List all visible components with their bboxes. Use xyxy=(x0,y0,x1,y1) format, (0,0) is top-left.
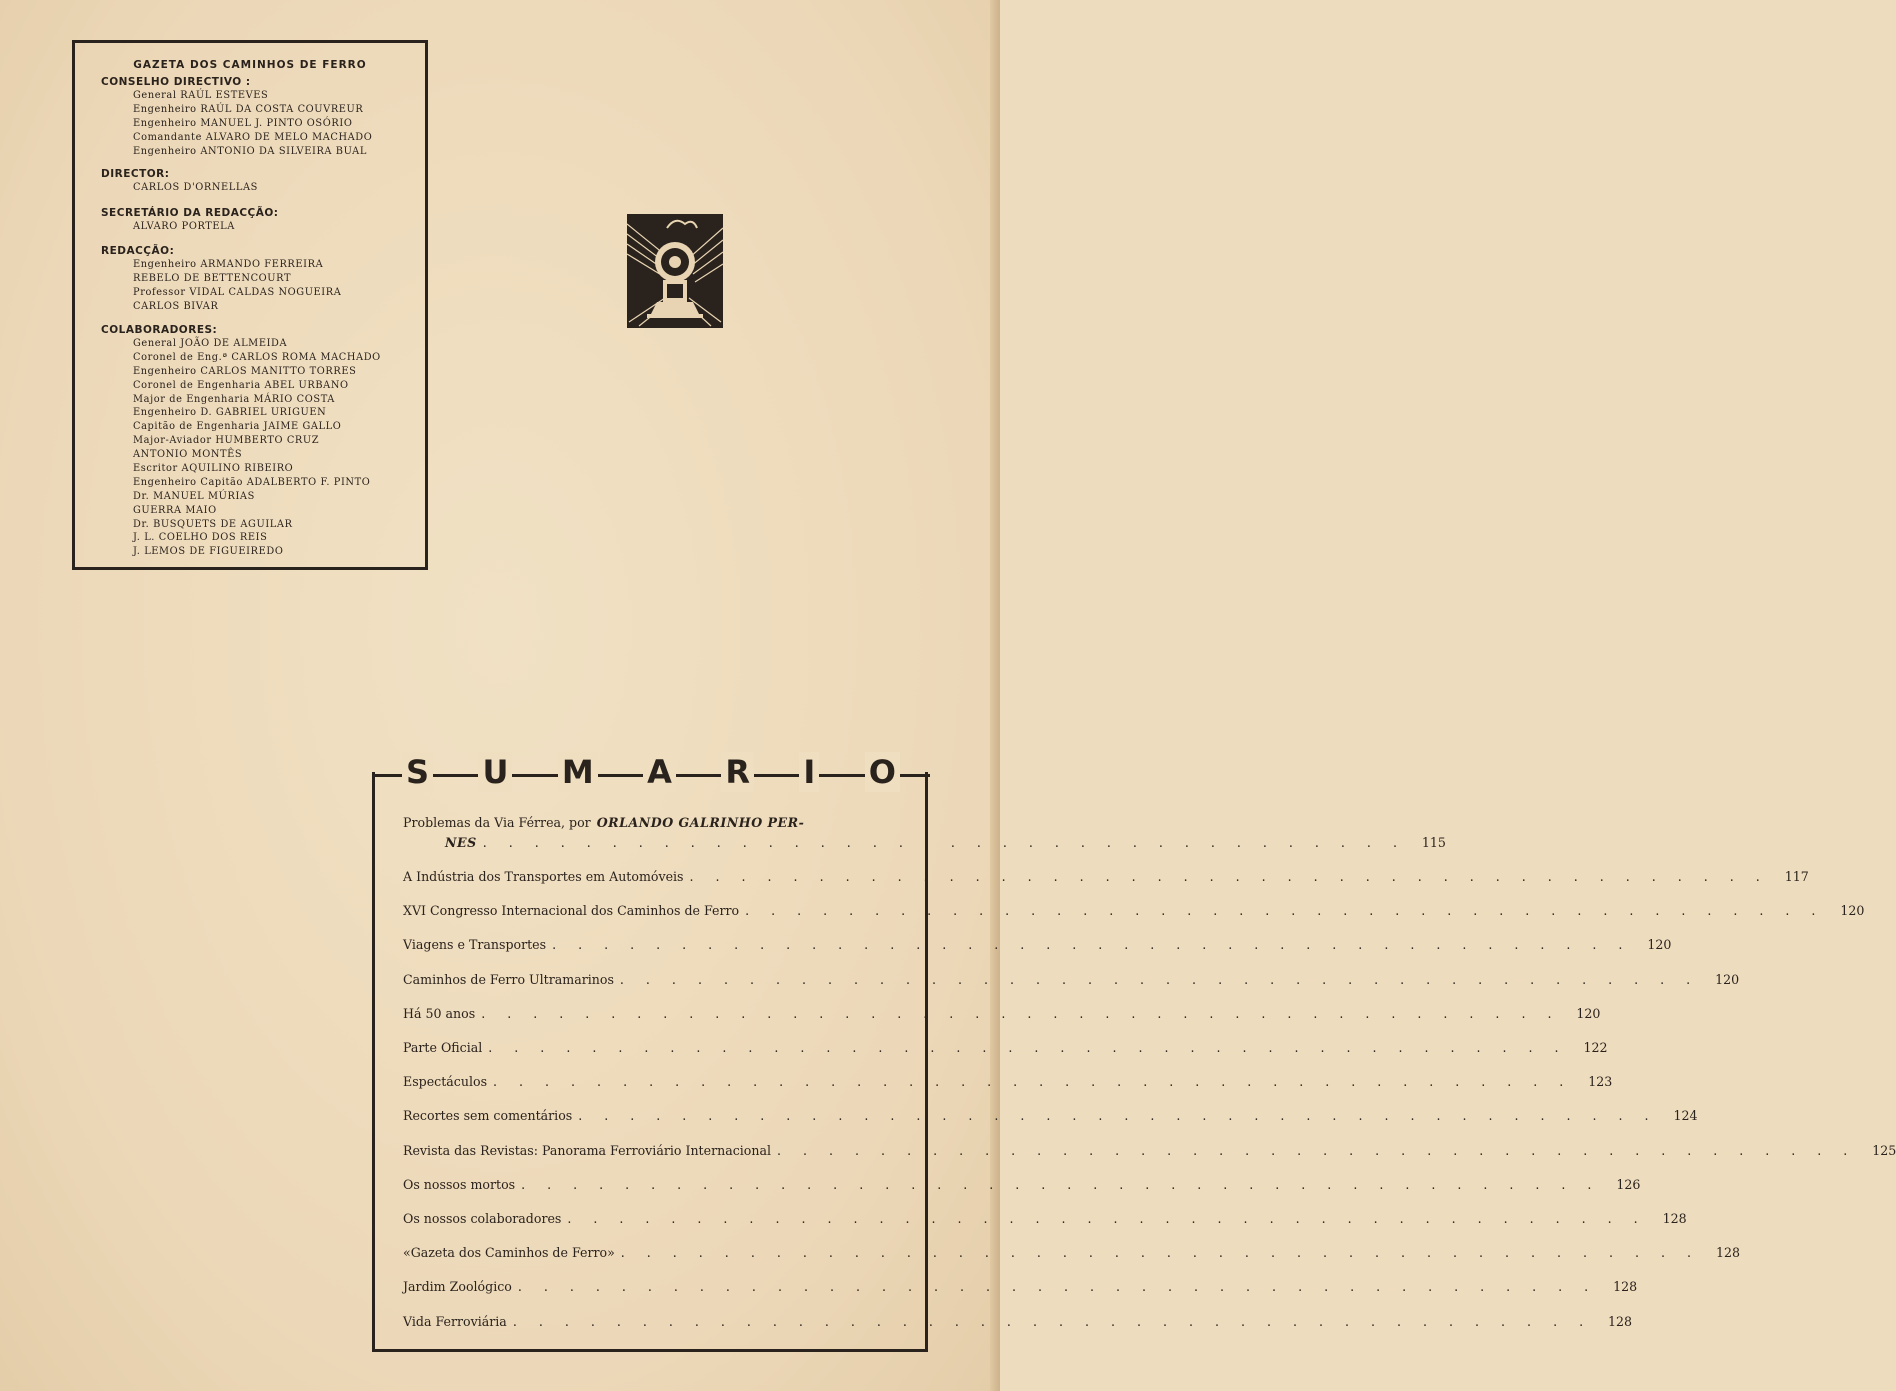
toc-entry-label: A Indústria dos Transportes em Automóveis xyxy=(403,869,684,884)
toc-page-number: 125 xyxy=(1872,1142,1896,1158)
member-name: Engenheiro D. GABRIEL URIGUEN xyxy=(133,407,327,419)
toc-entry-author: NES xyxy=(445,835,477,850)
toc-entry-label: Recortes sem comentários xyxy=(403,1108,573,1124)
conselho-section xyxy=(101,75,372,158)
member-name: Coronel de Eng.ª CARLOS ROMA MACHADO xyxy=(133,351,381,363)
toc-leader-dots: . . . . . . . . . . . . . . . . . . . . . . . . . . . . . . . . . . . . . . . . . . xyxy=(481,1005,1561,1021)
sumario-table-of-contents xyxy=(372,772,1896,1352)
toc-leader-dots: . . . . . . . . . . . . . . . . . . . . . . . . . . . . . . . . . . . . . . . . . . xyxy=(493,1074,1573,1090)
toc-entry-label: Os nossos mortos xyxy=(403,1176,516,1192)
member-name: Coronel de Engenharia ABEL URBANO xyxy=(133,379,349,391)
member-list xyxy=(101,181,258,195)
toc-entry-label: Viagens e Transportes xyxy=(403,937,547,953)
toc-leader-dots: . . . . . . . . . . . . . . . . . . . . . . . . . . . . . . . . . . . . . . . . . . xyxy=(620,1245,1701,1261)
member-name: Engenheiro CARLOS MANITTO TORRES xyxy=(133,365,357,377)
toc-page-number: 115 xyxy=(1421,835,1446,850)
member-name: Major de Engenharia MÁRIO COSTA xyxy=(133,393,335,405)
heading-letter: O xyxy=(865,752,900,792)
section-heading: COLABORADORES: xyxy=(101,324,218,336)
toc-entry-label: XVI Congresso Internacional dos Caminhos de Ferro xyxy=(403,903,740,919)
toc-leader-dots: . . . . . . . . . . . . . . . . . . . . . . . . . . . . . . . . . . . . . . . . . . xyxy=(745,903,1825,919)
member-name: Capitão de Engenharia JAIME GALLO xyxy=(133,421,342,433)
heading-letter: S xyxy=(402,752,433,792)
member-name: REBELO DE BETTENCOURT xyxy=(133,272,292,284)
toc-entry xyxy=(403,936,1672,954)
toc-entry-label: Vida Ferroviária xyxy=(403,1313,507,1329)
toc-entry-author: ORLANDO GALRINHO PER- xyxy=(596,815,805,830)
toc-page-number: 122 xyxy=(1583,1040,1608,1055)
toc-page-number: 120 xyxy=(1840,903,1865,919)
toc-entry-label: Espectáculos xyxy=(403,1074,488,1090)
toc-entry xyxy=(403,868,1809,886)
toc-page-number: 124 xyxy=(1673,1108,1698,1124)
toc-page-number: 120 xyxy=(1715,971,1740,987)
toc-entry xyxy=(403,1278,1638,1296)
member-name: Dr. BUSQUETS DE AGUILAR xyxy=(133,518,293,530)
member-name: ANTONIO MONTÊS xyxy=(133,449,243,461)
redaccao-section xyxy=(101,244,341,314)
toc-leader-dots: . . . . . . . . . . . . . . . . . . . . . . . . . . . . . . . . . . . . . . . . . . xyxy=(517,1279,1598,1295)
toc-page-number: 128 xyxy=(1716,1245,1741,1261)
locomotive-woodcut-icon xyxy=(627,214,723,328)
toc-page-number: 128 xyxy=(1608,1313,1633,1329)
heading-letter: A xyxy=(643,752,676,792)
toc-leader-dots: . . . . . . . . . . . . . . . . . . . . . . . . . . . . . . . . . . . . . . . . . . xyxy=(777,1142,1857,1158)
section-heading: DIRECTOR: xyxy=(101,168,170,180)
director-section xyxy=(101,167,258,195)
member-name: ALVARO PORTELA xyxy=(133,221,235,232)
toc-entry-label: Problemas da Via Férrea, por xyxy=(403,815,591,830)
toc-leader-dots: . . . . . . . . . . . . . . . . . . . . . . . . . . . . . . . . . . . . xyxy=(482,835,1406,850)
member-name: General RAÚL ESTEVES xyxy=(133,90,269,101)
member-name: Engenheiro ARMANDO FERREIRA xyxy=(133,259,324,270)
toc-entry xyxy=(403,1107,1698,1125)
section-heading: CONSELHO DIRECTIVO : xyxy=(101,76,251,88)
toc-entry-label: Os nossos colaboradores xyxy=(403,1211,562,1226)
toc-entry xyxy=(403,902,1865,920)
toc-page-number: 126 xyxy=(1616,1176,1641,1192)
heading-letter: I xyxy=(799,752,819,792)
toc-leader-dots: . . . . . . . . . . . . . . . . . . . . . . . . . . . . . . . . . . . . . . . . . . xyxy=(619,971,1700,987)
heading-letter: M xyxy=(558,752,598,792)
toc-page-number: 123 xyxy=(1588,1074,1613,1090)
toc-entry xyxy=(403,1244,1741,1262)
member-name: Escritor AQUILINO RIBEIRO xyxy=(133,463,294,475)
toc-page-number: 128 xyxy=(1662,1211,1687,1226)
member-list xyxy=(101,337,381,559)
colaboradores-section xyxy=(101,323,381,559)
member-name: General JOÃO DE ALMEIDA xyxy=(133,338,288,349)
toc-entry xyxy=(403,971,1740,989)
toc-entry-label: Jardim Zoológico xyxy=(403,1279,512,1295)
toc-leader-dots: . . . . . . . . . . . . . . . . . . . . . . . . . . . . . . . . . . . . . . . . . . xyxy=(521,1176,1601,1192)
toc-entry-first-line xyxy=(403,814,879,832)
toc-entry xyxy=(403,1142,1896,1160)
member-list xyxy=(101,220,279,234)
toc-entry xyxy=(445,834,1446,852)
toc-entry xyxy=(403,1073,1613,1091)
toc-entry-label: Revista das Revistas: Panorama Ferroviário Internacional xyxy=(403,1142,772,1158)
section-heading: REDACÇÃO: xyxy=(101,245,175,257)
toc-entry xyxy=(403,1039,1608,1057)
member-name: Engenheiro RAÚL DA COSTA COUVREUR xyxy=(133,103,364,115)
toc-entry-label: Parte Oficial xyxy=(403,1040,483,1055)
toc-page-number: 120 xyxy=(1647,937,1672,953)
member-name: CARLOS D'ORNELLAS xyxy=(133,182,258,193)
toc-entry-label: «Gazeta dos Caminhos de Ferro» xyxy=(403,1245,615,1261)
toc-leader-dots: . . . . . . . . . . . . . . . . . . . . . . . . . . . . . . . . . . . . . . . . . . xyxy=(567,1211,1647,1226)
member-name: Comandante ALVARO DE MELO MACHADO xyxy=(133,131,373,143)
toc-leader-dots: . . . . . . . . . . . . . . . . . . . . . . . . . . . . . . . . . . . . . . . . . . xyxy=(512,1313,1593,1329)
toc-page-number: 117 xyxy=(1784,869,1809,884)
toc-page-number: 120 xyxy=(1576,1005,1601,1021)
toc-entry-label: Caminhos de Ferro Ultramarinos xyxy=(403,971,614,987)
member-name: Major-Aviador HUMBERTO CRUZ xyxy=(133,435,320,447)
secretario-section xyxy=(101,206,279,234)
toc-entry xyxy=(403,1005,1601,1023)
masthead-box xyxy=(72,40,428,570)
member-list xyxy=(101,89,372,158)
member-list xyxy=(101,258,341,314)
toc-entry xyxy=(403,1210,1687,1228)
toc-entry-label: Há 50 anos xyxy=(403,1005,476,1021)
member-name: J. L. COELHO DOS REIS xyxy=(133,532,268,544)
member-name: Engenheiro MANUEL J. PINTO OSÓRIO xyxy=(133,117,353,129)
member-name: Engenheiro ANTONIO DA SILVEIRA BUAL xyxy=(133,145,367,157)
heading-letter: R xyxy=(721,752,754,792)
heading-letter: U xyxy=(478,752,512,792)
toc-page-number: 128 xyxy=(1613,1279,1638,1295)
toc-leader-dots: . . . . . . . . . . . . . . . . . . . . . . . . . . . . . . . . . . . . . . . . . . xyxy=(552,937,1632,953)
masthead-title: GAZETA DOS CAMINHOS DE FERRO xyxy=(133,59,367,71)
member-name: Professor VIDAL CALDAS NOGUEIRA xyxy=(133,286,342,298)
section-heading: SECRETÁRIO DA REDACÇÃO: xyxy=(101,207,279,219)
member-name: GUERRA MAIO xyxy=(133,504,217,516)
member-name: J. LEMOS DE FIGUEIREDO xyxy=(133,546,284,558)
member-name: Dr. MANUEL MÚRIAS xyxy=(133,490,255,502)
member-name: Engenheiro Capitão ADALBERTO F. PINTO xyxy=(133,476,371,488)
toc-entry xyxy=(403,1313,1633,1331)
toc-leader-dots: . . . . . . . . . . . . . . . . . . . . . . . . . . . . . . . . . . . . . . . . . . xyxy=(689,869,1769,884)
toc-entry xyxy=(403,1176,1641,1194)
member-name: CARLOS BIVAR xyxy=(133,300,219,312)
toc-leader-dots: . . . . . . . . . . . . . . . . . . . . . . . . . . . . . . . . . . . . . . . . . . xyxy=(578,1108,1658,1124)
toc-leader-dots: . . . . . . . . . . . . . . . . . . . . . . . . . . . . . . . . . . . . . . . . . . xyxy=(488,1040,1568,1055)
